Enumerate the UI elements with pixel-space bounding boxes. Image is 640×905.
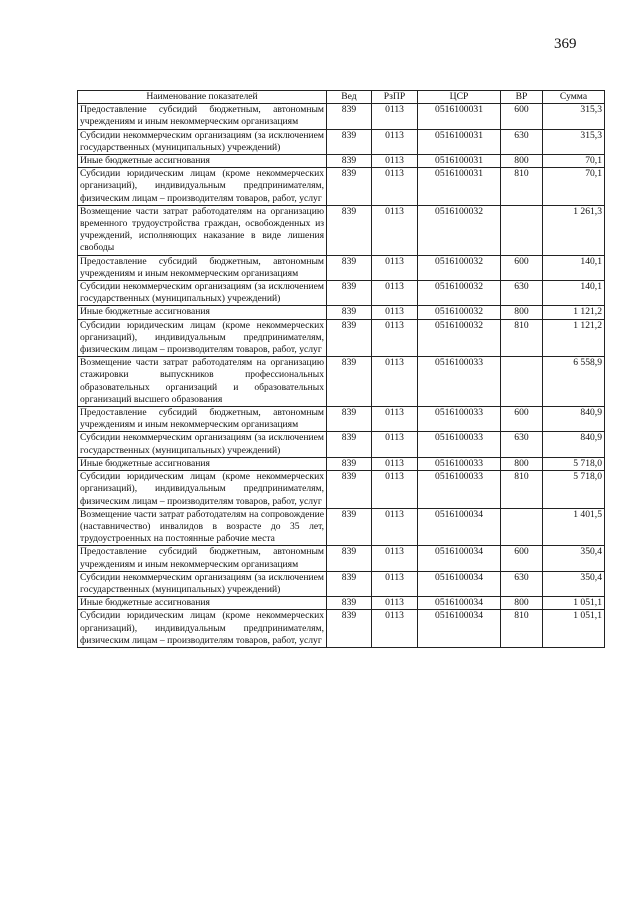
cell-name: Предоставление субсидий бюджетным, автономным учреждениям и иным некоммерческим организациям xyxy=(78,104,327,129)
cell-sum: 840,9 xyxy=(543,432,605,457)
cell-sum: 140,1 xyxy=(543,281,605,306)
cell-csr: 0516100032 xyxy=(418,319,501,357)
cell-vr: 630 xyxy=(501,432,543,457)
cell-ved: 839 xyxy=(327,357,372,407)
cell-sum: 6 558,9 xyxy=(543,357,605,407)
cell-rzpr: 0113 xyxy=(372,546,418,571)
cell-csr: 0516100032 xyxy=(418,281,501,306)
header-rzpr: РзПР xyxy=(372,91,418,104)
cell-ved: 839 xyxy=(327,281,372,306)
cell-ved: 839 xyxy=(327,610,372,648)
table-row xyxy=(78,571,605,596)
cell-ved: 839 xyxy=(327,432,372,457)
cell-sum: 840,9 xyxy=(543,407,605,432)
cell-csr: 0516100032 xyxy=(418,255,501,280)
cell-rzpr: 0113 xyxy=(372,471,418,509)
cell-sum: 5 718,0 xyxy=(543,457,605,470)
cell-csr: 0516100033 xyxy=(418,457,501,470)
budget-table xyxy=(77,90,605,648)
cell-name: Иные бюджетные ассигнования xyxy=(78,306,327,319)
table-row xyxy=(78,205,605,255)
cell-sum: 1 261,3 xyxy=(543,205,605,255)
cell-rzpr: 0113 xyxy=(372,155,418,168)
cell-rzpr: 0113 xyxy=(372,205,418,255)
cell-rzpr: 0113 xyxy=(372,357,418,407)
table-row xyxy=(78,597,605,610)
table-row xyxy=(78,281,605,306)
cell-vr: 800 xyxy=(501,457,543,470)
cell-ved: 839 xyxy=(327,155,372,168)
cell-vr: 630 xyxy=(501,571,543,596)
cell-vr xyxy=(501,508,543,546)
cell-name: Субсидии юридическим лицам (кроме некоммерческих организаций), индивидуальным предпринимателям, физическим лицам – производителям товаров, работ, услуг xyxy=(78,471,327,509)
cell-name: Субсидии некоммерческим организациям (за исключением государственных (муниципальных) учреждений) xyxy=(78,571,327,596)
page-number: 369 xyxy=(554,36,577,52)
table-row xyxy=(78,129,605,154)
cell-name: Возмещение части затрат работодателям на организацию стажировки выпускников профессиональных образовательных организаций и образовательных организаций высшего образования xyxy=(78,357,327,407)
cell-name: Субсидии некоммерческим организациям (за исключением государственных (муниципальных) учреждений) xyxy=(78,432,327,457)
cell-ved: 839 xyxy=(327,546,372,571)
cell-ved: 839 xyxy=(327,205,372,255)
cell-ved: 839 xyxy=(327,597,372,610)
cell-vr: 630 xyxy=(501,281,543,306)
cell-name: Предоставление субсидий бюджетным, автономным учреждениям и иным некоммерческим организациям xyxy=(78,407,327,432)
cell-csr: 0516100031 xyxy=(418,155,501,168)
table-row xyxy=(78,306,605,319)
cell-csr: 0516100034 xyxy=(418,597,501,610)
table-header xyxy=(78,91,605,104)
cell-csr: 0516100033 xyxy=(418,471,501,509)
cell-rzpr: 0113 xyxy=(372,597,418,610)
cell-csr: 0516100031 xyxy=(418,104,501,129)
cell-sum: 350,4 xyxy=(543,546,605,571)
cell-sum: 140,1 xyxy=(543,255,605,280)
header-vr: ВР xyxy=(501,91,543,104)
cell-sum: 315,3 xyxy=(543,129,605,154)
header-name: Наименование показателей xyxy=(78,91,327,104)
cell-name: Иные бюджетные ассигнования xyxy=(78,155,327,168)
cell-ved: 839 xyxy=(327,104,372,129)
cell-sum: 1 121,2 xyxy=(543,319,605,357)
cell-vr: 800 xyxy=(501,597,543,610)
cell-name: Возмещение части затрат работодателям на организацию временного трудоустройства граждан, освобожденных из учреждений, исполняющих наказание в виде лишения свободы xyxy=(78,205,327,255)
cell-ved: 839 xyxy=(327,508,372,546)
cell-name: Субсидии юридическим лицам (кроме некоммерческих организаций), индивидуальным предпринимателям, физическим лицам – производителям товаров, работ, услуг xyxy=(78,168,327,206)
cell-vr: 630 xyxy=(501,129,543,154)
cell-csr: 0516100032 xyxy=(418,306,501,319)
table-row xyxy=(78,155,605,168)
cell-name: Субсидии юридическим лицам (кроме некоммерческих организаций), индивидуальным предпринимателям, физическим лицам – производителям товаров, работ, услуг xyxy=(78,319,327,357)
header-ved: Вед xyxy=(327,91,372,104)
cell-name: Субсидии некоммерческим организациям (за исключением государственных (муниципальных) учреждений) xyxy=(78,129,327,154)
cell-rzpr: 0113 xyxy=(372,129,418,154)
table-row xyxy=(78,471,605,509)
cell-vr xyxy=(501,205,543,255)
cell-vr: 810 xyxy=(501,319,543,357)
cell-vr: 810 xyxy=(501,168,543,206)
table-body xyxy=(78,104,605,648)
cell-ved: 839 xyxy=(327,319,372,357)
cell-rzpr: 0113 xyxy=(372,255,418,280)
table-row xyxy=(78,432,605,457)
cell-sum: 1 121,2 xyxy=(543,306,605,319)
table-row xyxy=(78,168,605,206)
cell-sum: 1 051,1 xyxy=(543,597,605,610)
cell-rzpr: 0113 xyxy=(372,319,418,357)
cell-rzpr: 0113 xyxy=(372,610,418,648)
cell-csr: 0516100033 xyxy=(418,432,501,457)
cell-name: Предоставление субсидий бюджетным, автономным учреждениям и иным некоммерческим организациям xyxy=(78,255,327,280)
cell-vr: 800 xyxy=(501,155,543,168)
cell-rzpr: 0113 xyxy=(372,104,418,129)
cell-ved: 839 xyxy=(327,168,372,206)
table-row xyxy=(78,357,605,407)
cell-ved: 839 xyxy=(327,457,372,470)
cell-vr xyxy=(501,357,543,407)
cell-name: Предоставление субсидий бюджетным, автономным учреждениям и иным некоммерческим организациям xyxy=(78,546,327,571)
cell-csr: 0516100031 xyxy=(418,168,501,206)
table-row xyxy=(78,457,605,470)
cell-name: Субсидии некоммерческим организациям (за исключением государственных (муниципальных) учреждений) xyxy=(78,281,327,306)
cell-ved: 839 xyxy=(327,255,372,280)
cell-csr: 0516100034 xyxy=(418,610,501,648)
cell-vr: 600 xyxy=(501,546,543,571)
cell-vr: 810 xyxy=(501,471,543,509)
cell-rzpr: 0113 xyxy=(372,306,418,319)
cell-vr: 810 xyxy=(501,610,543,648)
cell-name: Возмещение части затрат работодателям на сопровождение (наставничество) инвалидов в возрасте до 35 лет, трудоустроенных на постоянные рабочие места xyxy=(78,508,327,546)
cell-rzpr: 0113 xyxy=(372,407,418,432)
table-row xyxy=(78,610,605,648)
cell-sum: 5 718,0 xyxy=(543,471,605,509)
cell-rzpr: 0113 xyxy=(372,432,418,457)
header-row xyxy=(78,91,605,104)
cell-sum: 315,3 xyxy=(543,104,605,129)
cell-csr: 0516100034 xyxy=(418,571,501,596)
table-row xyxy=(78,255,605,280)
cell-name: Иные бюджетные ассигнования xyxy=(78,597,327,610)
cell-csr: 0516100033 xyxy=(418,357,501,407)
cell-sum: 1 051,1 xyxy=(543,610,605,648)
cell-ved: 839 xyxy=(327,471,372,509)
cell-vr: 600 xyxy=(501,407,543,432)
cell-ved: 839 xyxy=(327,407,372,432)
cell-sum: 1 401,5 xyxy=(543,508,605,546)
table-row xyxy=(78,407,605,432)
cell-csr: 0516100032 xyxy=(418,205,501,255)
cell-name: Иные бюджетные ассигнования xyxy=(78,457,327,470)
cell-sum: 70,1 xyxy=(543,168,605,206)
cell-vr: 600 xyxy=(501,104,543,129)
cell-csr: 0516100031 xyxy=(418,129,501,154)
cell-sum: 350,4 xyxy=(543,571,605,596)
cell-ved: 839 xyxy=(327,571,372,596)
table-row xyxy=(78,319,605,357)
cell-csr: 0516100034 xyxy=(418,508,501,546)
cell-vr: 600 xyxy=(501,255,543,280)
table-row xyxy=(78,104,605,129)
cell-vr: 800 xyxy=(501,306,543,319)
cell-csr: 0516100034 xyxy=(418,546,501,571)
table-row xyxy=(78,508,605,546)
header-sum: Сумма xyxy=(543,91,605,104)
cell-rzpr: 0113 xyxy=(372,508,418,546)
cell-name: Субсидии юридическим лицам (кроме некоммерческих организаций), индивидуальным предпринимателям, физическим лицам – производителям товаров, работ, услуг xyxy=(78,610,327,648)
cell-csr: 0516100033 xyxy=(418,407,501,432)
cell-sum: 70,1 xyxy=(543,155,605,168)
table-row xyxy=(78,546,605,571)
cell-rzpr: 0113 xyxy=(372,457,418,470)
cell-ved: 839 xyxy=(327,306,372,319)
cell-rzpr: 0113 xyxy=(372,168,418,206)
cell-ved: 839 xyxy=(327,129,372,154)
cell-rzpr: 0113 xyxy=(372,281,418,306)
header-csr: ЦСР xyxy=(418,91,501,104)
cell-rzpr: 0113 xyxy=(372,571,418,596)
